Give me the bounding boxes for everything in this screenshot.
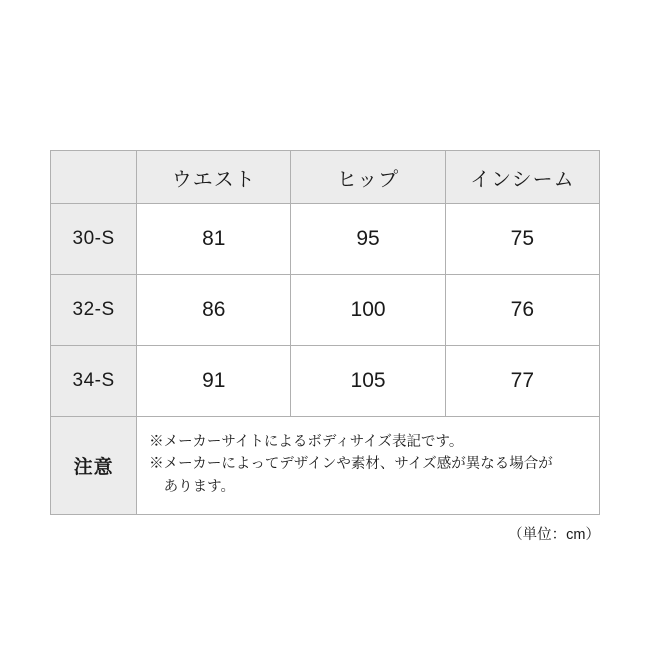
cell-30s-inseam: 75: [445, 204, 599, 275]
cell-34s-waist: 91: [137, 346, 291, 417]
cell-30s-waist: 81: [137, 204, 291, 275]
note-body: [137, 417, 600, 515]
header-row: [51, 151, 600, 204]
column-header-waist: ウエスト: [137, 151, 291, 204]
note-row: [51, 417, 600, 515]
note-line-3: あります。: [149, 478, 235, 495]
row-label-34s: 34-S: [51, 346, 137, 417]
column-header-hip: ヒップ: [291, 151, 445, 204]
unit-note: （単位：cm）: [508, 527, 600, 544]
table-row: [51, 275, 600, 346]
row-label-32s: 32-S: [51, 275, 137, 346]
cell-34s-hip: 105: [291, 346, 445, 417]
cell-32s-waist: 86: [137, 275, 291, 346]
unit-wrapper: [50, 515, 600, 555]
table-row: [51, 204, 600, 275]
column-header-inseam: インシーム: [445, 151, 599, 204]
size-table: [50, 150, 600, 515]
cell-30s-hip: 95: [291, 204, 445, 275]
cell-32s-hip: 100: [291, 275, 445, 346]
row-label-30s: 30-S: [51, 204, 137, 275]
table-body: [51, 204, 600, 515]
table-header: [51, 151, 600, 204]
table-corner-cell: [51, 151, 137, 204]
note-label: 注意: [51, 417, 137, 515]
cell-34s-inseam: 77: [445, 346, 599, 417]
table-row: [51, 346, 600, 417]
size-chart: [50, 150, 600, 555]
note-line-2: ※メーカーによってデザインや素材、サイズ感が異なる場合が: [149, 456, 553, 473]
cell-32s-inseam: 76: [445, 275, 599, 346]
note-line-1: ※メーカーサイトによるボディサイズ表記です。: [149, 434, 464, 450]
